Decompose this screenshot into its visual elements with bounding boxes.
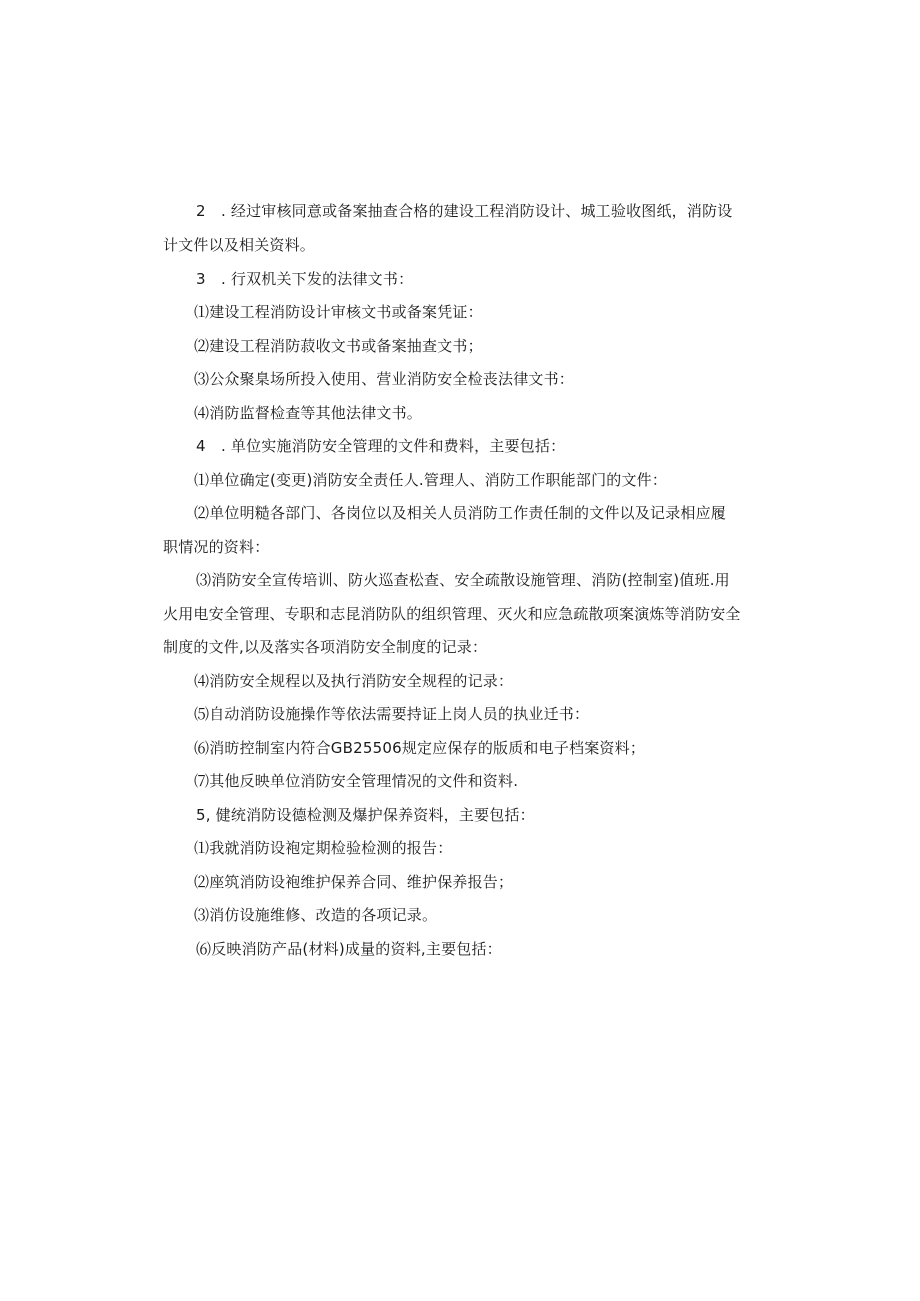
item-3-heading: 3 . 行双机关下发的法律文书： [196, 270, 414, 288]
item-4-sub-2-line-1: ⑵单位明糙各部门、各岗位以及相关人员消防工作责任制的文件以及记录相应履 [194, 504, 727, 522]
item-3-sub-2: ⑵建设工程消防菽收文书或备案抽查文书； [194, 337, 483, 355]
item-4-sub-4: ⑷消防安全规程以及执行消防安全规程的记录： [194, 672, 514, 690]
item-2-line-1: 2 . 经过审核同意或备案抽查合格的建设工程消防设计、城工验收图纸，消防设 [196, 202, 733, 220]
item-4-sub-5: ⑸自动消防设施操作等依法需要持证上岗人员的执业迁书： [194, 705, 590, 723]
item-4-sub-2-line-2: 职情况的资料： [163, 538, 270, 556]
item-4-sub-7: ⑺其他反映单位消防安全管理情况的文件和资料. [194, 772, 519, 790]
item-2-line-2: 计文件以及相关资料。 [163, 236, 316, 254]
item-6-heading: ⑹反映消防产品(材料)成量的资料,主要包括： [196, 940, 502, 958]
item-3-sub-4: ⑷消防监督检查等其他法律文书。 [194, 404, 423, 422]
item-4-sub-3-line-2: 火用电安全管理、专职和志昆消防队的组织管理、灭火和应急疏散项案演炼等消防安全 [163, 605, 741, 623]
item-5-heading: 5, 健统消防设德检测及爆护保养资料，主要包括： [196, 806, 535, 824]
item-3-sub-1: ⑴建设工程消防设计审核文书或备案凭证： [194, 303, 483, 321]
item-5-sub-3: ⑶消仿设施维修、改造的各项记录。 [194, 906, 438, 924]
item-4-heading: 4 . 单位实施消防安全管理的文件和费料，主要包括： [196, 437, 566, 455]
item-4-sub-3-line-3: 制度的文件,以及落实各项消防安全制度的记录： [163, 638, 488, 656]
item-4-sub-6: ⑹消昉控制室内符合GB25506规定应保存的版质和电子档案资料； [194, 739, 646, 757]
item-4-sub-3-line-1: ⑶消防安全宣传培训、防火巡查松查、安全疏散设施管理、消防(控制室)值班.用 [196, 571, 730, 589]
item-5-sub-2: ⑵座筑消防设袍维护保养合同、维护保养报告； [194, 873, 514, 891]
item-4-sub-1: ⑴单位确定(变更)消防安全责任人.管理人、消防工作职能部门的文件： [194, 471, 668, 489]
item-5-sub-1: ⑴我就消防设袍定期检验检测的报告： [194, 839, 453, 857]
item-3-sub-3: ⑶公众聚臬场所投入使用、营业消防安全检丧法律文书： [194, 370, 575, 388]
